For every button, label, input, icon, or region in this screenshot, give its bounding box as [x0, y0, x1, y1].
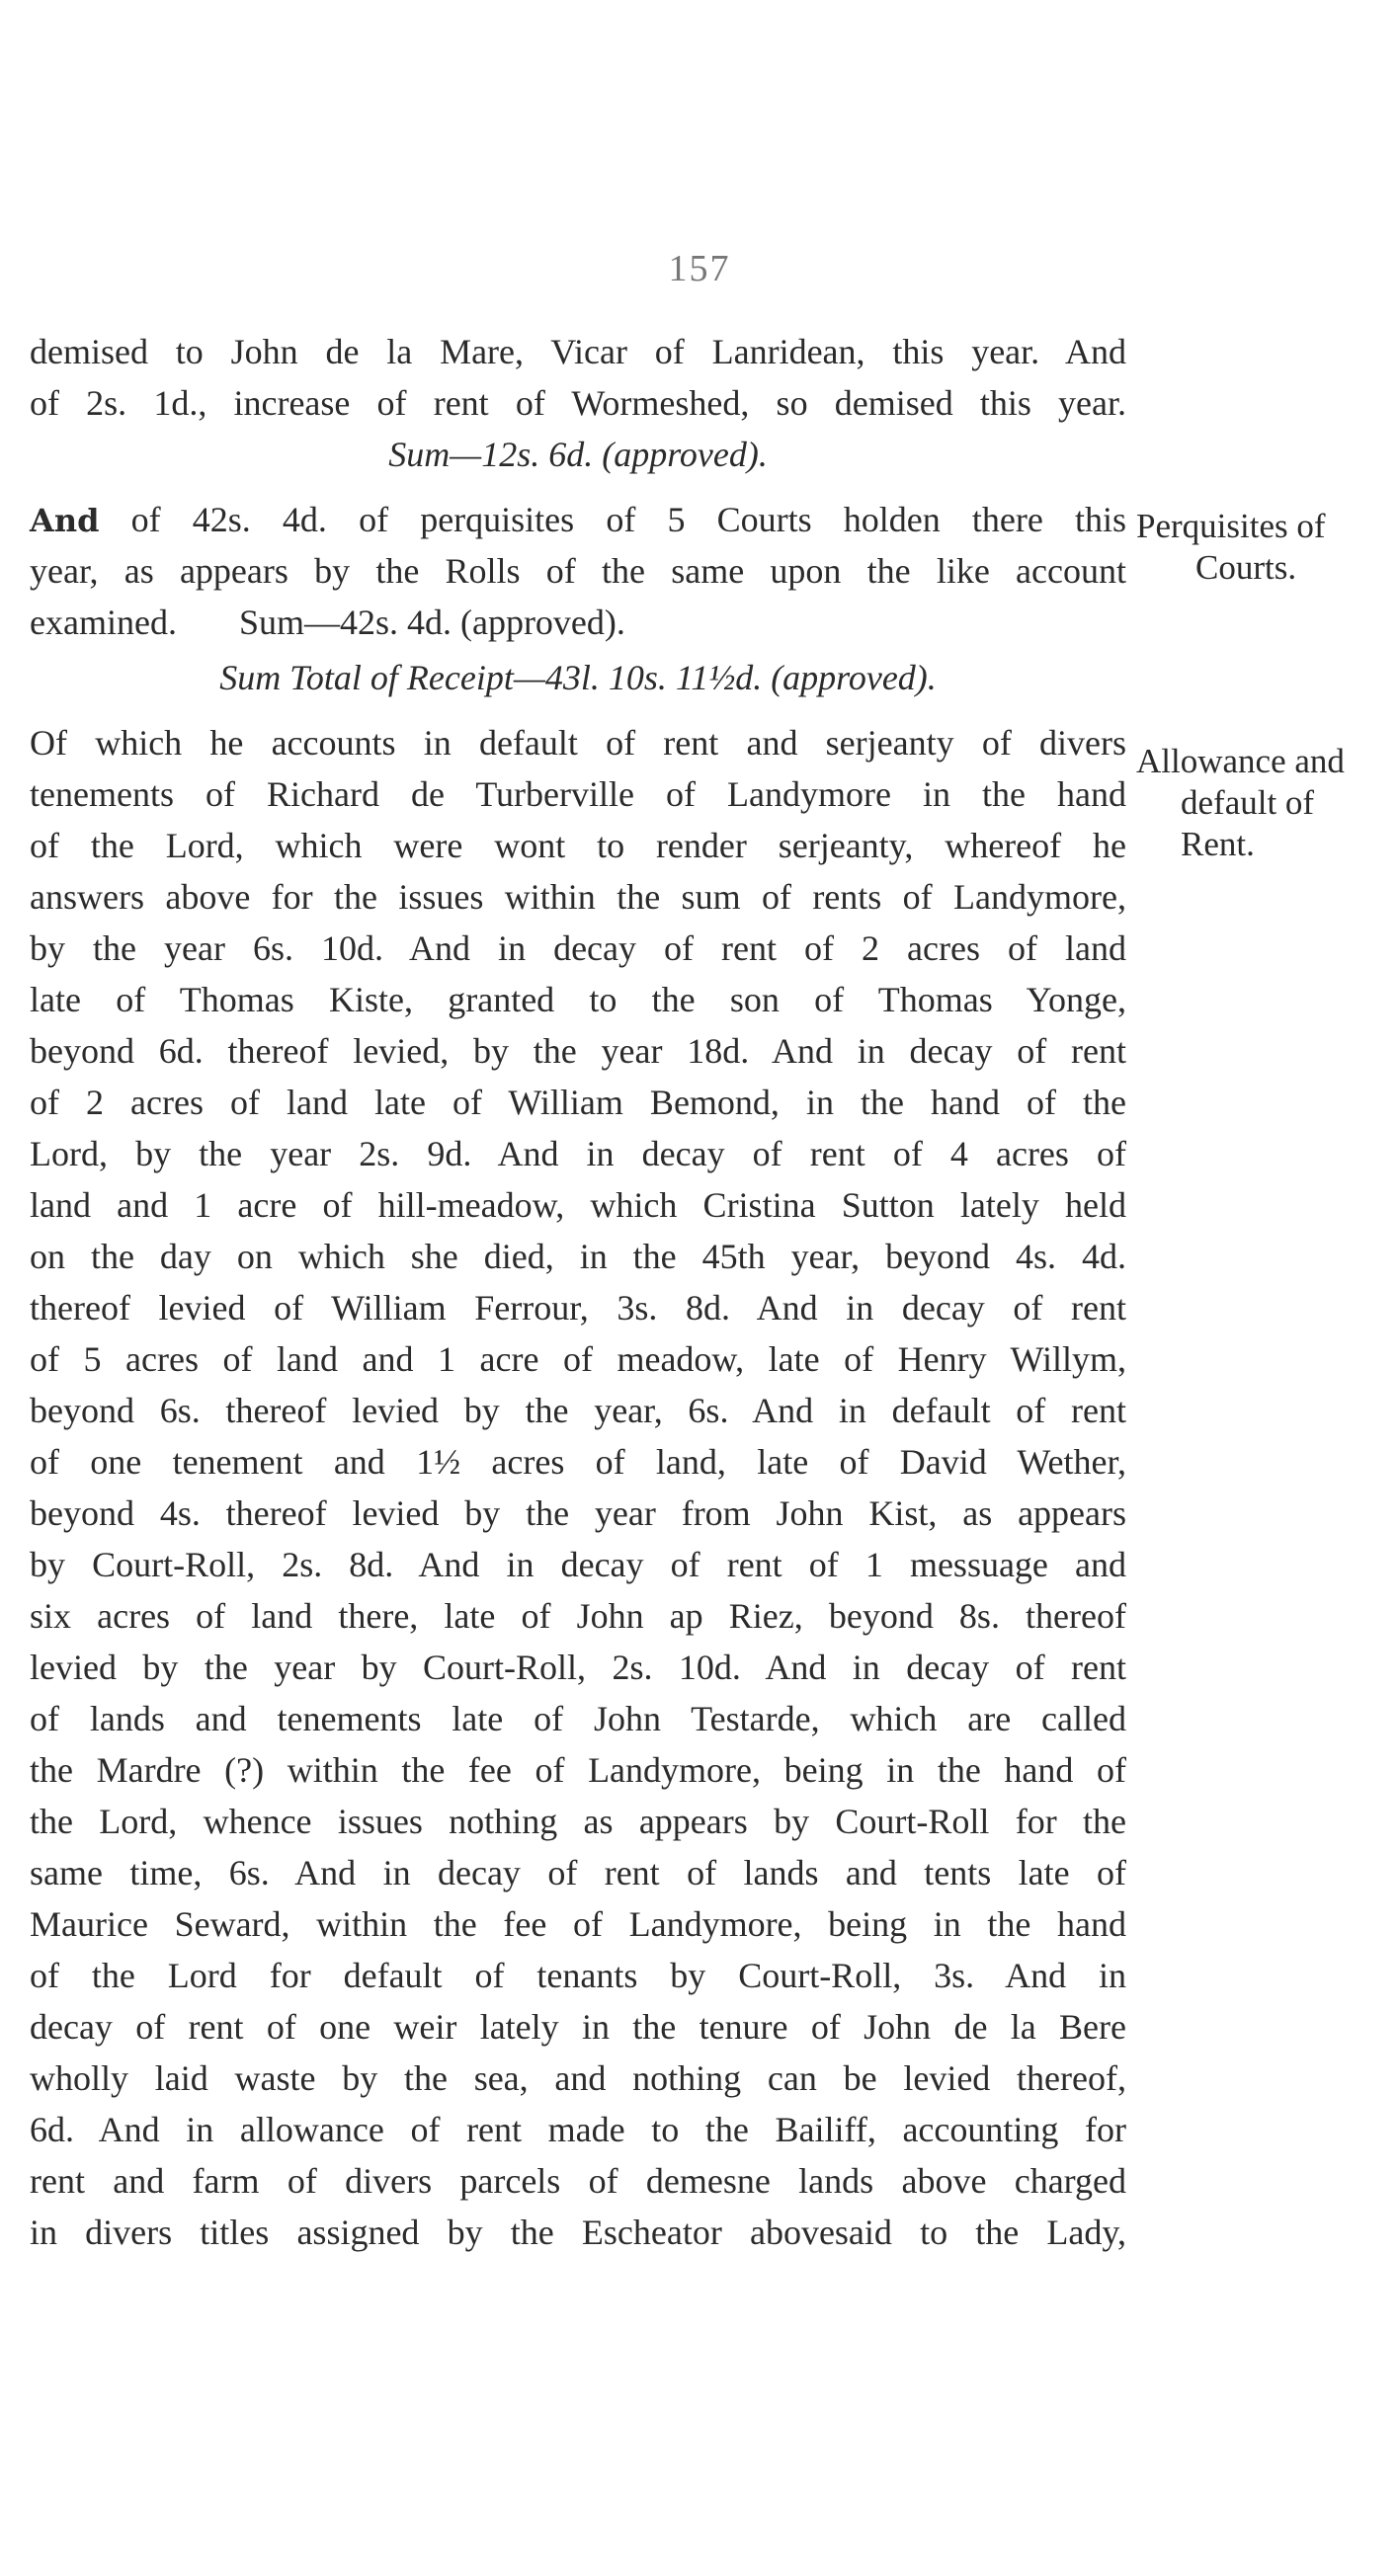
text-line: of one tenement and 1½ acres of land, late of David Wether,: [30, 1442, 1126, 1482]
text-line: tenements of Richard de Turberville of Landymore in the hand: [30, 774, 1126, 814]
text-line: answers above for the issues within the sum of rents of Landymore,: [30, 877, 1126, 917]
page-number: 157: [668, 248, 731, 289]
margin-note-line: default of: [1181, 783, 1315, 822]
text-line: thereof levied of William Ferrour, 3s. 8d. And in decay of rent: [30, 1288, 1126, 1328]
text-line: land and 1 acre of hill-meadow, which Cristina Sutton lately held: [30, 1185, 1126, 1225]
text-line: late of Thomas Kiste, granted to the son of Thomas Yonge,: [30, 980, 1126, 1019]
drop-word: And: [30, 502, 100, 539]
text-line: of the Lord for default of tenants by Court-Roll, 3s. And in: [30, 1956, 1126, 1995]
text-line: the Mardre (?) within the fee of Landymore, being in the hand of: [30, 1750, 1126, 1790]
margin-note-line: Allowance and: [1136, 742, 1345, 780]
text-line: the Lord, whence issues nothing as appears by Court-Roll for the: [30, 1802, 1126, 1841]
text-line: Lord, by the year 2s. 9d. And in decay of rent of 4 acres of: [30, 1134, 1126, 1173]
text-line: levied by the year by Court-Roll, 2s. 10d. And in decay of rent: [30, 1648, 1126, 1687]
margin-note-allowance: [1136, 741, 1393, 865]
text-line: of 2 acres of land late of William Bemond, in the hand of the: [30, 1083, 1126, 1122]
text-line: by Court-Roll, 2s. 8d. And in decay of rent of 1 messuage and: [30, 1545, 1126, 1584]
text-line: [30, 494, 1126, 545]
text-line: in divers titles assigned by the Escheator abovesaid to the Lady,: [30, 2213, 1126, 2252]
text-line: beyond 4s. thereof levied by the year from John Kist, as appears: [30, 1493, 1126, 1533]
margin-note-line: Courts.: [1195, 548, 1297, 587]
text-line: of 5 acres of land and 1 acre of meadow, late of Henry Willym,: [30, 1339, 1126, 1379]
text-line: beyond 6d. thereof levied, by the year 18d. And in decay of rent: [30, 1031, 1126, 1071]
text-line: decay of rent of one weir lately in the tenure of John de la Bere: [30, 2007, 1126, 2047]
margin-note-line: Perquisites of: [1136, 507, 1326, 545]
sum-total-line: Sum Total of Receipt—43l. 10s. 11½d. (approved).: [219, 658, 937, 697]
sum-line: Sum—12s. 6d. (approved).: [388, 435, 768, 474]
text-line: Of which he accounts in default of rent and serjeanty of divers: [30, 723, 1126, 763]
text-line: six acres of land there, late of John ap Riez, beyond 8s. thereof: [30, 1596, 1126, 1636]
margin-note-line: Rent.: [1181, 825, 1255, 863]
text-line: on the day on which she died, in the 45th year, beyond 4s. 4d.: [30, 1237, 1126, 1276]
text-line: of 2s. 1d., increase of rent of Wormeshed, so demised this year.: [30, 383, 1126, 423]
text-line: of lands and tenements late of John Testarde, which are called: [30, 1699, 1126, 1738]
margin-note-perquisites: [1136, 506, 1393, 589]
text-line: demised to John de la Mare, Vicar of Lanridean, this year. And: [30, 332, 1126, 371]
text-line-rest: of 42s. 4d. of perquisites of 5 Courts holden there this: [130, 500, 1127, 539]
sum-line: examined. Sum—42s. 4d. (approved).: [30, 603, 625, 642]
text-line: of the Lord, which were wont to render serjeanty, whereof he: [30, 826, 1126, 865]
text-line: same time, 6s. And in decay of rent of lands and tents late of: [30, 1853, 1126, 1892]
text-line: beyond 6s. thereof levied by the year, 6s. And in default of rent: [30, 1391, 1126, 1430]
text-line: wholly laid waste by the sea, and nothing can be levied thereof,: [30, 2058, 1126, 2098]
text-line: rent and farm of divers parcels of demesne lands above charged: [30, 2161, 1126, 2201]
text-line: by the year 6s. 10d. And in decay of rent of 2 acres of land: [30, 928, 1126, 968]
text-line: 6d. And in allowance of rent made to the Bailiff, accounting for: [30, 2110, 1126, 2149]
text-line: Maurice Seward, within the fee of Landymore, being in the hand: [30, 1904, 1126, 1944]
text-line: year, as appears by the Rolls of the same upon the like account: [30, 551, 1126, 591]
